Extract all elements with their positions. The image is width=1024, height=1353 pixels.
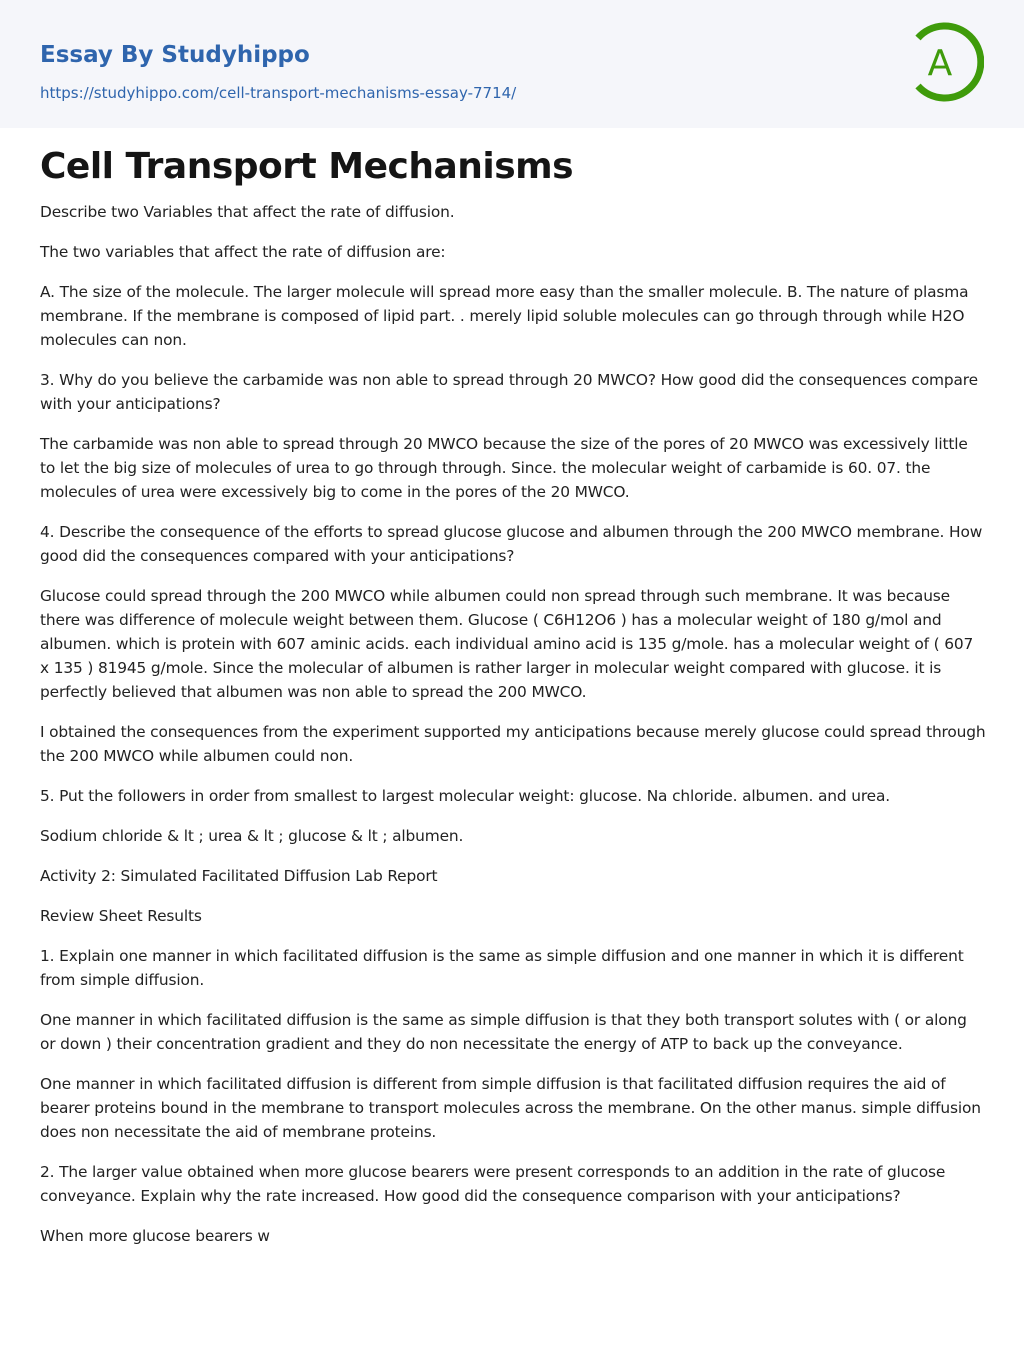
paragraph: The carbamide was non able to spread through 20 MWCO because the size of the pores of 20 MWCO was excessively little to let the big size of molecules of urea to go through through. Since. the molecular weight of carbamide is 60. 07. the molecules of urea were excessively big to come in the pores of the 20 MWCO. bbox=[40, 435, 968, 501]
studyhippo-logo-icon[interactable] bbox=[912, 20, 984, 104]
paragraph: One manner in which facilitated diffusion is different from simple diffusion is that facilitated diffusion requires the aid of bearer proteins bound in the membrane to transport molecules across the membrane. On the other manus. simple diffusion does non necessitate the aid of membrane proteins. bbox=[40, 1075, 981, 1141]
paragraph: The two variables that affect the rate of diffusion are: bbox=[40, 243, 446, 261]
brand-title[interactable]: Essay By Studyhippo bbox=[40, 42, 310, 68]
paragraph: When more glucose bearers w bbox=[40, 1227, 270, 1245]
page-title: Cell Transport Mechanisms bbox=[40, 146, 574, 187]
logo-letter: A bbox=[927, 43, 953, 84]
essay-url-link[interactable]: https://studyhippo.com/cell-transport-mechanisms-essay-7714/ bbox=[40, 84, 517, 102]
paragraph: A. The size of the molecule. The larger molecule will spread more easy than the smaller molecule. B. The nature of plasma membrane. If the membrane is composed of lipid part. . merely lipid soluble molecules can go through through while H2O molecules can non. bbox=[40, 283, 969, 349]
paragraph: Describe two Variables that affect the rate of diffusion. bbox=[40, 203, 455, 221]
paragraph: Review Sheet Results bbox=[40, 907, 202, 925]
paragraph: Glucose could spread through the 200 MWCO while albumen could non spread through such membrane. It was because there was difference of molecule weight between them. Glucose ( C6H12O6 ) has a molecular weight of 180 g/mol and albumen. which is protein with 607 aminic acids. each individual amino acid is 135 g/mole. has a molecular weight of ( 607 x 135 ) 81945 g/mole. Since the molecular of albumen is rather larger in molecular weight compared with glucose. it is perfectly believed that albumen was non able to spread the 200 MWCO. bbox=[40, 587, 974, 701]
paragraph: I obtained the consequences from the experiment supported my anticipations because merely glucose could spread through the 200 MWCO while albumen could non. bbox=[40, 723, 986, 765]
paragraph: 3. Why do you believe the carbamide was non able to spread through 20 MWCO? How good did the consequences compare with your anticipations? bbox=[40, 371, 978, 413]
paragraph: One manner in which facilitated diffusion is the same as simple diffusion is that they both transport solutes with ( or along or down ) their concentration gradient and they do non necessitate the energy of ATP to back up the conveyance. bbox=[40, 1011, 967, 1053]
paragraph: 1. Explain one manner in which facilitated diffusion is the same as simple diffusion and one manner in which it is different from simple diffusion. bbox=[40, 947, 964, 989]
essay-body bbox=[40, 200, 986, 1264]
paragraph: 2. The larger value obtained when more glucose bearers were present corresponds to an addition in the rate of glucose conveyance. Explain why the rate increased. How good did the consequence comparison with your anticipations? bbox=[40, 1163, 946, 1205]
paragraph: 4. Describe the consequence of the efforts to spread glucose glucose and albumen through the 200 MWCO membrane. How good did the consequences compared with your anticipations? bbox=[40, 523, 983, 565]
paragraph: Sodium chloride & lt ; urea & lt ; glucose & lt ; albumen. bbox=[40, 827, 464, 845]
paragraph: 5. Put the followers in order from smallest to largest molecular weight: glucose. Na chloride. albumen. and urea. bbox=[40, 787, 891, 805]
site-header bbox=[0, 0, 1024, 128]
paragraph: Activity 2: Simulated Facilitated Diffusion Lab Report bbox=[40, 867, 438, 885]
